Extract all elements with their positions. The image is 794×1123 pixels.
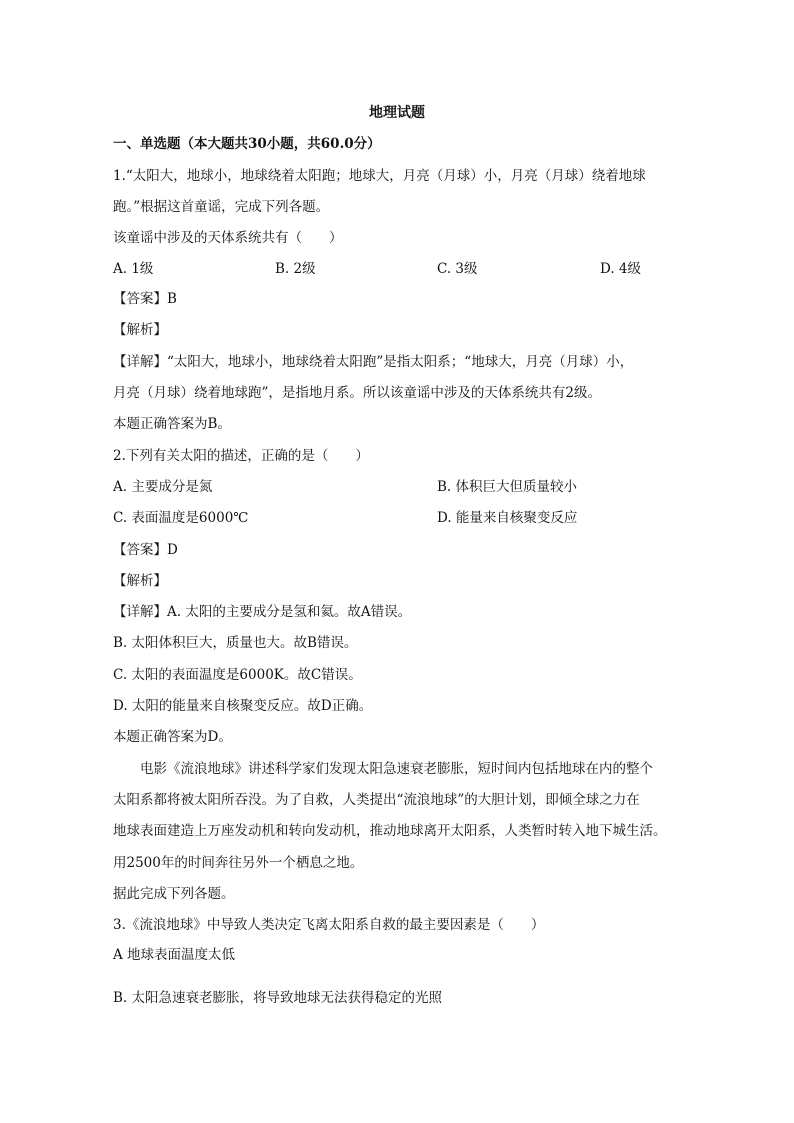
q1-detail-line1: 【详解】“太阳大，地球小，地球绕着太阳跑”是指太阳系；“地球大，月亮（月球）小， xyxy=(113,354,634,370)
q1-option-d: D. 4级 xyxy=(600,261,642,277)
q2-analysis: 【解析】 xyxy=(113,573,167,589)
passage-line2: 太阳系都将被太阳所吞没。为了自救，人类提出“流浪地球”的大胆计划，即倾全球之力在 xyxy=(113,792,640,808)
passage-line3: 地球表面建造上万座发动机和转向发动机，推动地球离开太阳系，人类暂时转入地下城生活。 xyxy=(113,823,667,839)
passage-line5: 据此完成下列各题。 xyxy=(113,886,235,902)
q2-detail-b: B. 太阳体积巨大，质量也大。故B错误。 xyxy=(113,635,358,651)
document-title: 地理试题 xyxy=(369,105,425,121)
q2-option-c: C. 表面温度是6000℃ xyxy=(113,510,249,526)
q2-detail-c: C. 太阳的表面温度是6000K。故C错误。 xyxy=(113,667,362,683)
q1-conclusion: 本题正确答案为B。 xyxy=(113,416,231,432)
q1-stem-line1: 1.“太阳大，地球小，地球绕着太阳跑；地球大，月亮（月球）小，月亮（月球）绕着地球 xyxy=(113,168,646,184)
q3-option-b: B. 太阳急速衰老膨胀，将导致地球无法获得稳定的光照 xyxy=(113,990,443,1006)
passage-line1: 电影《流浪地球》讲述科学家们发现太阳急速衰老膨胀，短时间内包括地球在内的整个 xyxy=(140,761,653,777)
q1-question: 该童谣中涉及的天体系统共有（ ） xyxy=(113,230,343,246)
q1-answer: 【答案】B xyxy=(113,291,177,307)
q1-option-b: B. 2级 xyxy=(275,261,316,277)
q2-stem: 2.下列有关太阳的描述，正确的是（ ） xyxy=(113,448,369,464)
q1-stem-line2: 跑。”根据这首童谣，完成下列各题。 xyxy=(113,199,330,215)
q1-detail-line2: 月亮（月球）绕着地球跑”，是指地月系。所以该童谣中涉及的天体系统共有2级。 xyxy=(113,385,601,401)
q2-detail-a: 【详解】A. 太阳的主要成分是氢和氦。故A错误。 xyxy=(113,604,412,620)
q2-detail-d: D. 太阳的能量来自核聚变反应。故D正确。 xyxy=(113,698,373,714)
q2-option-a: A. 主要成分是氮 xyxy=(113,479,213,495)
q1-option-a: A. 1级 xyxy=(113,261,154,277)
q2-conclusion: 本题正确答案为D。 xyxy=(113,729,232,745)
q3-option-a: A 地球表面温度太低 xyxy=(113,947,236,963)
passage-line4: 用2500年的时间奔往另外一个栖息之地。 xyxy=(113,855,364,871)
q1-option-c: C. 3级 xyxy=(437,261,478,277)
section-heading: 一、单选题（本大题共30小题，共60.0分） xyxy=(113,136,381,152)
q1-analysis: 【解析】 xyxy=(113,322,167,338)
q2-option-b: B. 体积巨大但质量较小 xyxy=(437,479,578,495)
q3-stem: 3.《流浪地球》中导致人类决定飞离太阳系自救的最主要因素是（ ） xyxy=(113,917,545,933)
q2-answer: 【答案】D xyxy=(113,542,178,558)
q2-option-d: D. 能量来自核聚变反应 xyxy=(437,510,578,526)
